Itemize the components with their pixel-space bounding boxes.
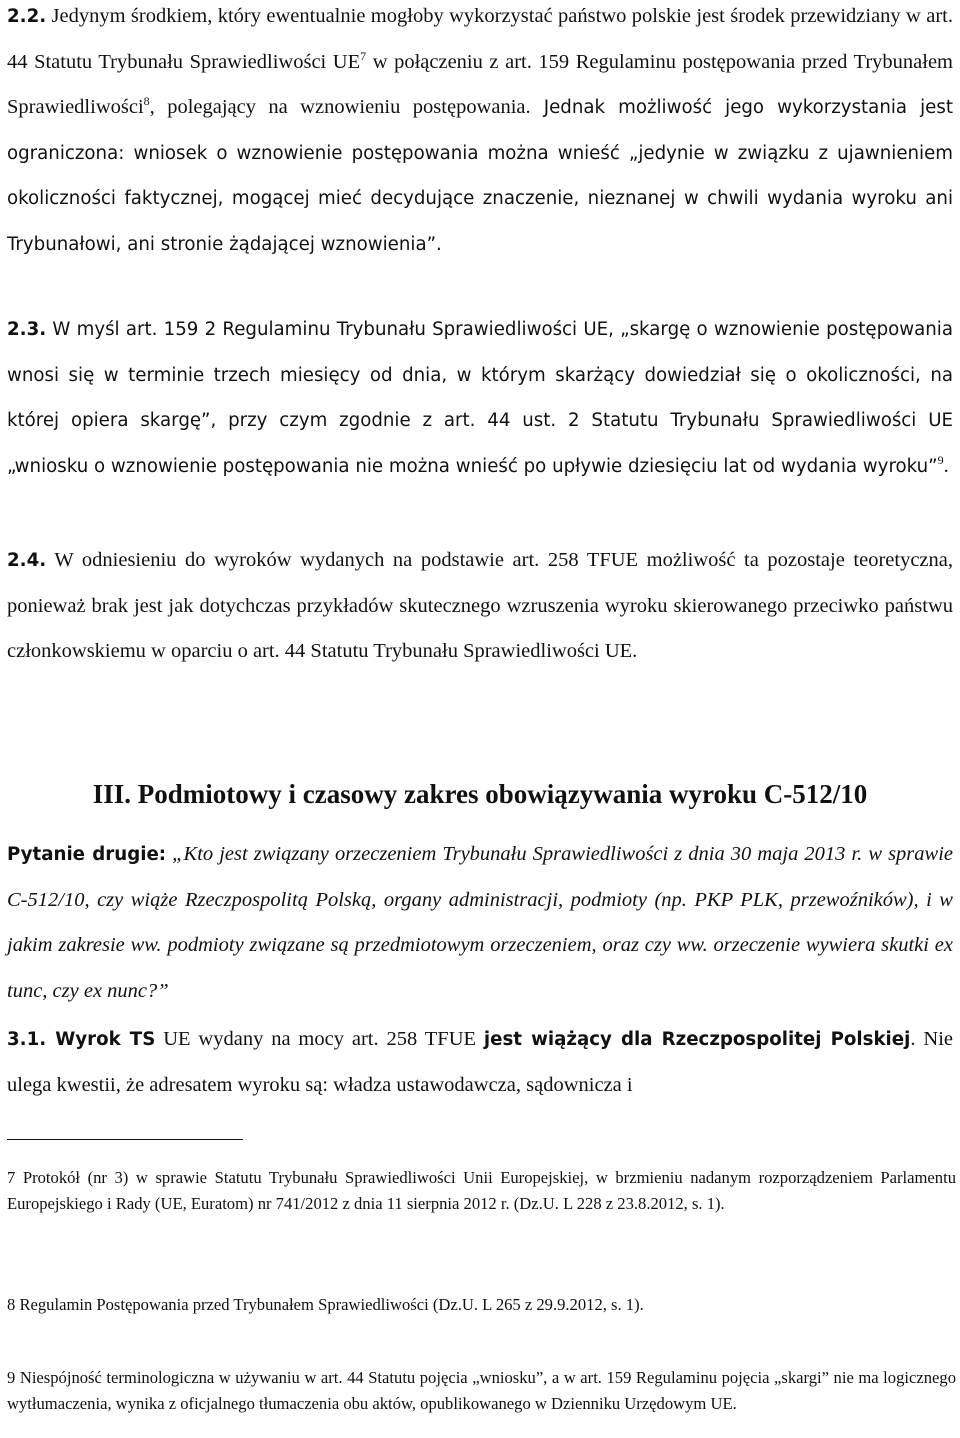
footnote-text: Niespójność terminologiczna w używaniu w art. 44 Statutu pojęcia „wniosku”, a w art. 159 Regulaminu pojęcia „skargi” nie ma logicznego wytłumaczenia, wynika z oficjalnego tłumaczenia obu aktów, opublikowanego w Dzienniku Urzędowym UE. [7,1368,956,1413]
paragraph-text-bold: jest wiążący dla Rzeczpospolitej Polskiej [483,1029,911,1050]
paragraph-number: 2.3. [7,319,47,340]
question-text: „Kto jest związany orzeczeniem Trybunału Sprawiedliwości z dnia 30 maja 2013 r. w sprawie C-512/10, czy wiąże Rzeczpospolitą Polską, organy administracji, podmioty (np. PKP PLK, przewoźników), i w jakim zakresie ww. podmioty związane są przedmiotowym orzeczeniem, oraz czy ww. orzeczenie wywiera skutki ex tunc, czy ex nunc?” [7,843,954,1002]
footnote-ref-7[interactable]: 7 [360,48,367,63]
footnote-number: 7 [7,1168,16,1187]
question-label: Pytanie drugie: [7,844,167,865]
question-paragraph [7,832,953,1014]
paragraph-2-4 [7,538,953,675]
paragraph-2-2 [7,0,953,267]
paragraph-text: W myśl art. [46,319,158,340]
paragraph-text: w połączeniu z art. 159 Regulaminu postępowania przed Trybunałem Sprawiedliwości [7,50,953,118]
paragraph-text: Jednak możliwość jego wykorzystania jest ograniczona: wniosek o wznowienie postępowania można wnieść „jedynie w związku z ujawnieniem okoliczności faktycznej, mogącej mieć decydujące znaczenie, nieznanej w chwili wydania wyroku ani Trybunałowi, ani stronie żądającej wznowienia”. [7,97,953,255]
footnote-ref-8[interactable]: 8 [143,94,150,109]
footnote-text: Regulamin Postępowania przed Trybunałem Sprawiedliwości (Dz.U. L 265 z 29.9.2012, s. 1). [15,1295,644,1314]
footnote-8 [7,1292,956,1318]
paragraph-text: . Nie ulega kwestii, że adresatem wyroku są: władza ustawodawcza, sądownicza i [7,1028,953,1096]
paragraph-2-3 [7,307,953,489]
paragraph-text: 159 2 Regulaminu Trybunału Sprawiedliwości UE, „skargę o wznowienie postępowania wnosi się w terminie trzech miesięcy od dnia, w którym skarżący dowiedział się o okoliczności, na której opiera skargę”, przy czym zgodnie z art. 44 ust. 2 Statutu Trybunału Sprawiedliwości UE „wniosku o wznowienie postępowania nie można wnieść po upływie dziesięciu lat od wydania wyroku” [7,319,953,477]
paragraph-text: , polegający na wznowieniu postępowania. [149,96,531,118]
footnote-number: 8 [7,1295,16,1314]
paragraph-text: Jedynym środkiem, który ewentualnie mogłoby wykorzystać państwo polskie jest środek przewidziany w art. 44 Statutu Trybunału Sprawiedliwości UE [7,5,953,73]
section-heading: III. Podmiotowy i czasowy zakres obowiązywania wyroku C-512/10 [92,779,868,809]
footnote-text: Protokół (nr 3) w sprawie Statutu Trybunału Sprawiedliwości Unii Europejskiej, w brzmieniu nadanym rozporządzeniem Parlamentu Europejskiego i Rady (UE, Euratom) nr 741/2012 z dnia 11 sierpnia 2012 r. (Dz.U. L 228 z 23.8.2012, s. 1). [7,1168,956,1213]
footnote-7 [7,1165,956,1217]
paragraph-text: . [943,454,949,477]
footnote-separator [7,1139,243,1140]
footnote-ref-9[interactable]: 9 [937,452,944,467]
paragraph-3-1 [7,1017,953,1108]
paragraph-text: UE wydany na mocy art. 258 TFUE [155,1028,484,1050]
paragraph-text: W odniesieniu do wyroków wydanych na podstawie art. 258 TFUE możliwość ta pozostaje teoretyczna, ponieważ brak jest jak dotychczas przykładów skutecznego wzruszenia wyroku skierowanego przeciwko państwu członkowskiemu w oparciu o art. 44 Statutu Trybunału Sprawiedliwości UE. [7,549,953,662]
paragraph-number: 2.4. [7,550,47,571]
paragraph-number: 3.1. [7,1029,47,1050]
paragraph-text-bold: Wyrok TS [46,1029,156,1050]
footnote-9 [7,1365,956,1417]
footnote-number: 9 [7,1368,16,1387]
paragraph-number: 2.2. [7,6,47,27]
